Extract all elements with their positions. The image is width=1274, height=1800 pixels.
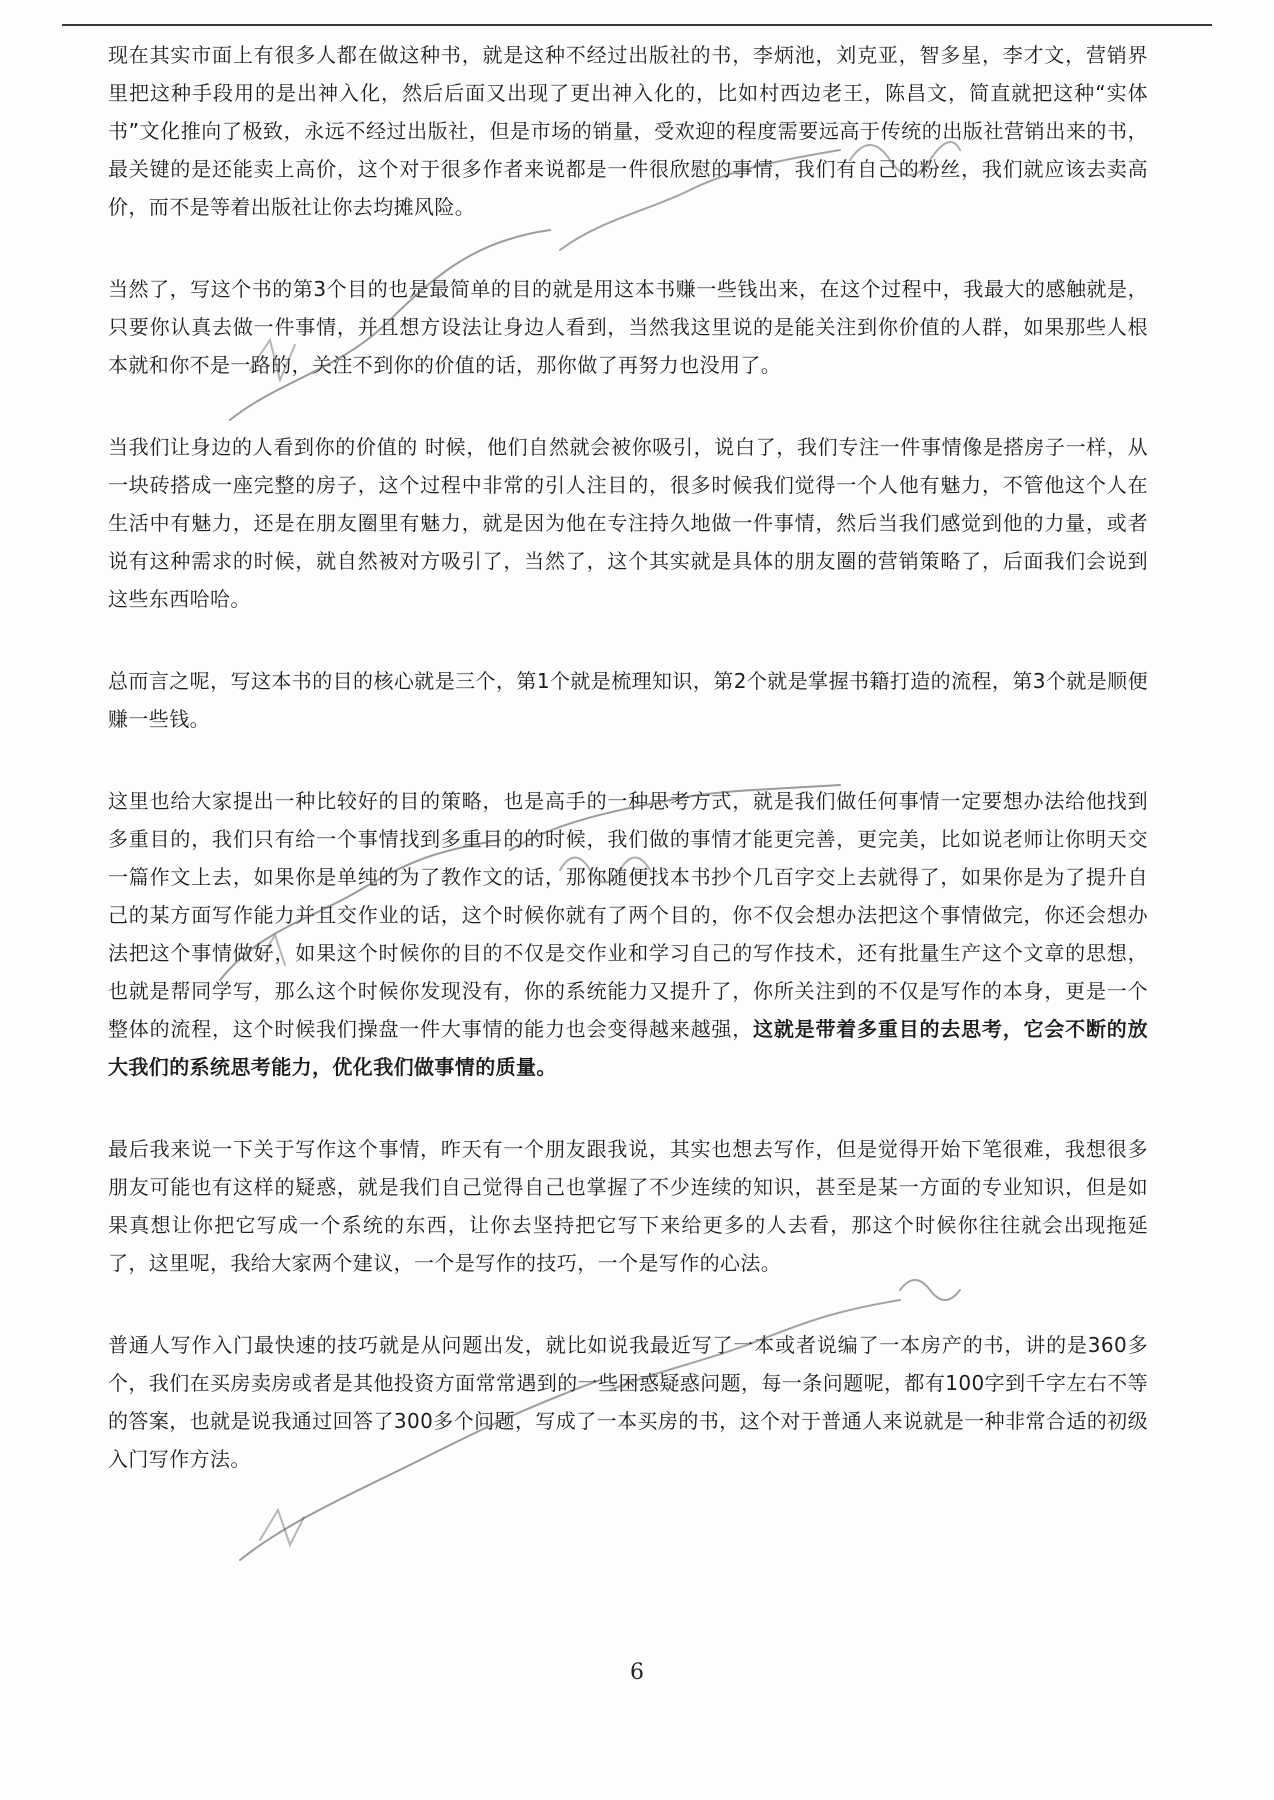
page-number: 6 <box>630 1660 644 1685</box>
paragraph-6: 最后我来说一下关于写作这个事情，昨天有一个朋友跟我说，其实也想去写作，但是觉得开始下笔很难，我想很多朋友可能也有这样的疑惑，就是我们自己觉得自己也掌握了不少连续的知识，甚至是某一方面的专业知识，但是如果真想让你把它写成一个系统的东西，让你去坚持把它写下来给更多的人去看，那这个时候你往往就会出现拖延了，这里呢，我给大家两个建议，一个是写作的技巧，一个是写作的心法。 <box>108 1137 1148 1275</box>
header-rule <box>62 24 1212 26</box>
paragraph-3: 当我们让身边的人看到你的价值的 时候，他们自然就会被你吸引，说白了，我们专注一件事情像是搭房子一样，从一块砖搭成一座完整的房子，这个过程中非常的引人注目的，很多时候我们觉得一个人他有魅力，不管他这个人在生活中有魅力，还是在朋友圈里有魅力，就是因为他在专注持久地做一件事情，然后当我们感觉到他的力量，或者说有这种需求的时候，就自然被对方吸引了，当然了，这个其实就是具体的朋友圈的营销策略了，后面我们会说到这些东西哈哈。 <box>108 435 1148 611</box>
paragraph-5-bold-text: 这就是带着多重目的去思考，它会不断的放大我们的系统思考能力，优化我们做事情的质量。 <box>108 1017 1148 1079</box>
document-body <box>108 36 1148 1522</box>
paragraph-5-text: 这里也给大家提出一种比较好的目的策略，也是高手的一种思考方式，就是我们做任何事情一定要想办法给他找到多重目的，我们只有给一个事情找到多重目的的时候，我们做的事情才能更完善，更完美，比如说老师让你明天交一篇作文上去，如果你是单纯的为了教作文的话，那你随便找本书抄个几百字交上去就得了，如果你是为了提升自己的某方面写作能力并且交作业的话，这个时候你就有了两个目的，你不仅会想办法把这个事情做完，你还会想办法把这个事情做好，如果这个时候你的目的不仅是交作业和学习自己的写作技术，还有批量生产这个文章的思想，也就是帮同学写，那么这个时候你发现没有，你的系统能力又提升了，你所关注到的不仅是写作的本身，更是一个整体的流程，这个时候我们操盘一件大事情的能力也会变得越来越强， <box>108 789 1148 1041</box>
paragraph-2: 当然了，写这个书的第3个目的也是最简单的目的就是用这本书赚一些钱出来，在这个过程中，我最大的感触就是，只要你认真去做一件事情，并且想方设法让身边人看到，当然我这里说的是能关注到你价值的人群，如果那些人根本就和你不是一路的，关注不到你的价值的话，那你做了再努力也没用了。 <box>108 277 1148 377</box>
paragraph-5 <box>108 782 1148 1086</box>
paragraph-7: 普通人写作入门最快速的技巧就是从问题出发，就比如说我最近写了一本或者说编了一本房产的书，讲的是360多个，我们在买房卖房或者是其他投资方面常常遇到的一些困惑疑惑问题，每一条问题呢，都有100字到千字左右不等的答案，也就是说我通过回答了300多个问题，写成了一本买房的书，这个对于普通人来说就是一种非常合适的初级入门写作方法。 <box>108 1333 1148 1471</box>
paragraph-4: 总而言之呢，写这本书的目的核心就是三个，第1个就是梳理知识，第2个就是掌握书籍打造的流程，第3个就是顺便赚一些钱。 <box>108 669 1148 731</box>
paragraph-1: 现在其实市面上有很多人都在做这种书，就是这种不经过出版社的书，李炳池，刘克亚，智多星，李才文，营销界里把这种手段用的是出神入化，然后后面又出现了更出神入化的，比如村西边老王，陈昌文，简直就把这种“实体书”文化推向了极致，永远不经过出版社，但是市场的销量，受欢迎的程度需要远高于传统的出版社营销出来的书，最关键的是还能卖上高价，这个对于很多作者来说都是一件很欣慰的事情，我们有自己的粉丝，我们就应该去卖高价，而不是等着出版社让你去均摊风险。 <box>108 43 1148 219</box>
